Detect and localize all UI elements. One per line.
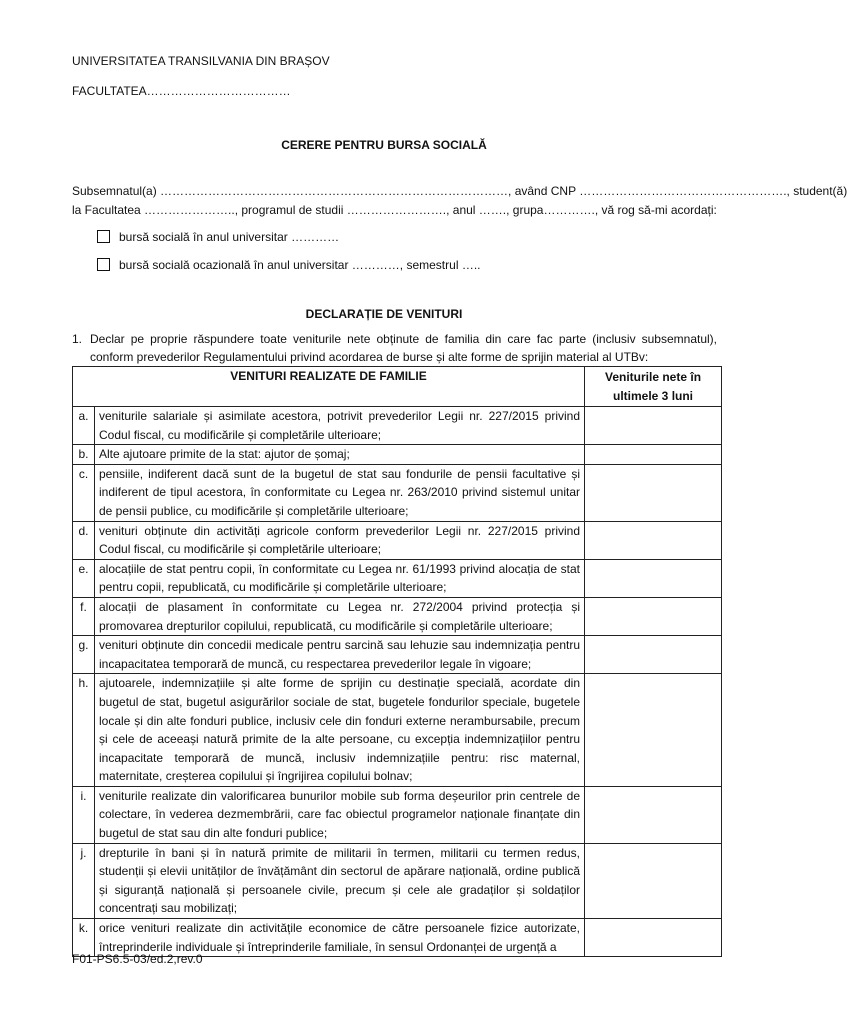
row-description: pensiile, indiferent dacă sunt de la bugetul de stat sau fondurile de pensii facultative și indiferent de tipul acestora, în conformitate cu Legea nr. 263/2010 privind sistemul unitar de pensii publice, cu modificările și completările ulterioare; (95, 464, 585, 521)
checkbox[interactable] (97, 258, 110, 271)
table-row (73, 559, 722, 597)
income-table (72, 366, 722, 957)
row-description: drepturile în bani și în natură primite de militarii în termen, militarii cu termen redus, studenții și elevii unităților de învățământ din sectorul de apărare națională, ordine publică și siguranță națională și persoanele civile, precum și cele ale gradaților și soldaților concentrați sau mobilizați; (95, 843, 585, 918)
row-letter: i. (73, 786, 95, 843)
net-income-cell[interactable] (585, 559, 722, 597)
checkbox[interactable] (97, 230, 110, 243)
row-letter: e. (73, 559, 95, 597)
net-income-cell[interactable] (585, 919, 722, 957)
table-row (73, 843, 722, 918)
row-description: ajutoarele, indemnizațiile și alte forme de sprijin cu destinație specială, acordate din bugetul de stat, bugetul asigurărilor sociale de stat, bugetele fondurilor speciale, bugetele locale și din alte fonduri publice, inclusiv cele din fonduri externe nerambursabile, precum și cele de aceeași natură primite de la alte persoane, cu excepția indemnizațiilor pentru incapacitate temporară de muncă, inclusiv indemnizațiile pentru: risc maternal, maternitate, creșterea copilului și îngrijirea copilului bolnav; (95, 674, 585, 787)
row-description: alocații de plasament în conformitate cu Legea nr. 272/2004 privind protecția și promovarea drepturilor copilului, republicată, cu modificările și completările ulterioare; (95, 597, 585, 635)
row-letter: d. (73, 521, 95, 559)
applicant-line-1: Subsemnatul(a) ……………………………………………………………………………, având CNP ……………………………………………., student(ă) (72, 184, 847, 198)
table-row (73, 636, 722, 674)
net-income-cell[interactable] (585, 597, 722, 635)
row-letter: c. (73, 464, 95, 521)
table-row (73, 521, 722, 559)
row-description: venituri obținute din concedii medicale pentru sarcină sau lehuzie sau indemnizația pentru incapacitatea temporară de muncă, cu respectarea prevederilor legale în vigoare; (95, 636, 585, 674)
row-description: veniturile salariale și asimilate acestora, potrivit prevederilor Legii nr. 227/2015 privind Codul fiscal, cu modificările și completările ulterioare; (95, 407, 585, 445)
row-letter: f. (73, 597, 95, 635)
university-name: UNIVERSITATEA TRANSILVANIA DIN BRAȘOV (72, 54, 330, 68)
declaration-paragraph (72, 330, 717, 366)
row-description: venituri obținute din activități agricole conform prevederilor Legii nr. 227/2015 privind Codul fiscal, cu modificările și completările ulterioare; (95, 521, 585, 559)
option-label: bursă socială ocazională în anul universitar …………, semestrul ….. (119, 258, 481, 272)
form-title: CERERE PENTRU BURSA SOCIALĂ (281, 138, 487, 152)
header-income: VENITURI REALIZATE DE FAMILIE (73, 367, 585, 407)
net-income-cell[interactable] (585, 636, 722, 674)
row-letter: j. (73, 843, 95, 918)
row-description: veniturile realizate din valorificarea bunurilor mobile sub forma deșeurilor prin centrele de colectare, în vederea dezmembrării, care fac obiectul programelor naționale finanțate din bugetul de stat sau din alte fonduri publice; (95, 786, 585, 843)
declaration-number: 1. (72, 332, 83, 346)
applicant-line-2: la Facultatea ………………….., programul de studii ……………………., anul ……., grupa…………., vă rog să-mi acordați: (72, 203, 717, 217)
declaration-title: DECLARAȚIE DE VENITURI (305, 307, 463, 321)
option-social-scholarship[interactable] (97, 228, 339, 246)
option-occasional-scholarship[interactable] (97, 256, 480, 274)
net-income-cell[interactable] (585, 445, 722, 465)
table-row (73, 464, 722, 521)
row-letter: h. (73, 674, 95, 787)
option-label: bursă socială în anul universitar ………… (119, 230, 340, 244)
table-row (73, 445, 722, 465)
net-income-cell[interactable] (585, 464, 722, 521)
row-letter: k. (73, 919, 95, 957)
table-row (73, 597, 722, 635)
row-description: orice venituri realizate din activitățile economice de către persoanele fizice autorizate, întreprinderile individuale și întreprinderile familiale, în sensul Ordonanței de urgență a (95, 919, 585, 957)
declaration-text: Declar pe proprie răspundere toate veniturile nete obținute de familia din care fac parte (inclusiv subsemnatul), conform prevederilor Regulamentului privind acordarea de burse și alte forme de sprijin material al UTBv: (90, 332, 717, 364)
net-income-cell[interactable] (585, 786, 722, 843)
row-letter: b. (73, 445, 95, 465)
table-header-row (73, 367, 722, 407)
row-letter: g. (73, 636, 95, 674)
net-income-cell[interactable] (585, 521, 722, 559)
net-income-cell[interactable] (585, 407, 722, 445)
row-description: Alte ajutoare primite de la stat: ajutor de șomaj; (95, 445, 585, 465)
net-income-cell[interactable] (585, 843, 722, 918)
net-income-cell[interactable] (585, 674, 722, 787)
table-row (73, 407, 722, 445)
table-row (73, 786, 722, 843)
header-net-income: Veniturile nete în ultimele 3 luni (585, 367, 722, 407)
row-letter: a. (73, 407, 95, 445)
row-description: alocațiile de stat pentru copii, în conformitate cu Legea nr. 61/1993 privind alocația de stat pentru copii, republicată, cu modificările și completările ulterioare; (95, 559, 585, 597)
table-row (73, 674, 722, 787)
form-code: F01-PS6.5-03/ed.2,rev.0 (72, 952, 203, 966)
faculty-line: FACULTATEA……………………………… (72, 84, 291, 98)
